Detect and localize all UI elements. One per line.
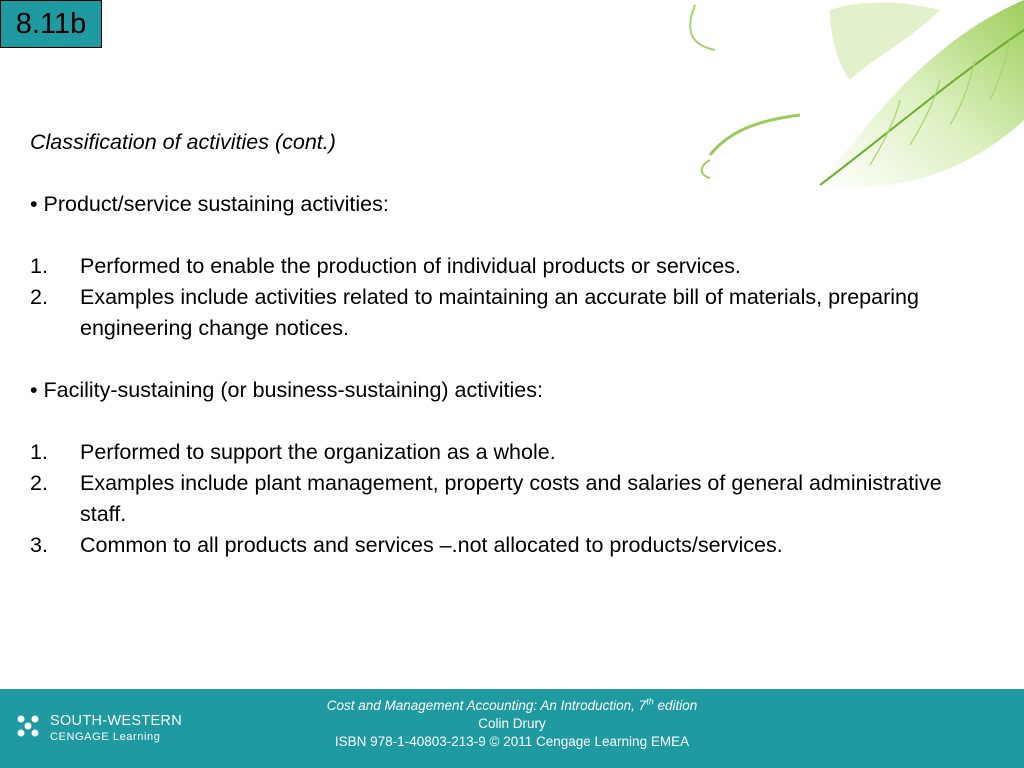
facility-sustaining-list	[30, 437, 990, 561]
list-item	[30, 437, 990, 468]
list-item	[30, 530, 990, 561]
list-number: 2.	[30, 285, 48, 309]
section-heading-product-sustaining: • Product/service sustaining activities:	[30, 192, 389, 216]
list-text: Performed to support the organization as a whole.	[80, 440, 556, 464]
book-citation	[250, 697, 774, 751]
list-number: 2.	[30, 471, 48, 495]
list-item	[30, 282, 990, 344]
slide-subtitle: Classification of activities (cont.)	[30, 130, 336, 154]
publisher-logo	[14, 709, 214, 749]
list-number: 1.	[30, 254, 48, 278]
logo-wordmark-bottom: CENGAGE Learning	[50, 731, 161, 743]
citation-title: Cost and Management Accounting: An Introduction, 7th edition	[326, 696, 698, 713]
logo-wordmark-top: SOUTH-WESTERN	[50, 713, 182, 729]
list-item	[30, 468, 990, 530]
cengage-logo-icon	[14, 712, 42, 740]
citation-author: Colin Drury	[478, 716, 546, 731]
list-text: Examples include activities related to maintaining an accurate bill of materials, preparing engineering change notices.	[80, 285, 919, 340]
list-text: Common to all products and services –.not allocated to products/services.	[80, 533, 783, 557]
list-item	[30, 251, 990, 282]
list-text: Examples include plant management, property costs and salaries of general administrative staff.	[80, 471, 942, 526]
list-number: 1.	[30, 440, 48, 464]
citation-isbn: ISBN 978-1-40803-213-9 © 2011 Cengage Learning EMEA	[334, 734, 690, 749]
section-heading-facility-sustaining: • Facility-sustaining (or business-sustaining) activities:	[30, 378, 543, 402]
product-sustaining-list	[30, 251, 990, 344]
list-text: Performed to enable the production of individual products or services.	[80, 254, 741, 278]
slide-number: 8.11b	[0, 0, 102, 48]
footer-bar	[0, 689, 1024, 768]
list-number: 3.	[30, 533, 48, 557]
slide-content	[30, 127, 990, 561]
